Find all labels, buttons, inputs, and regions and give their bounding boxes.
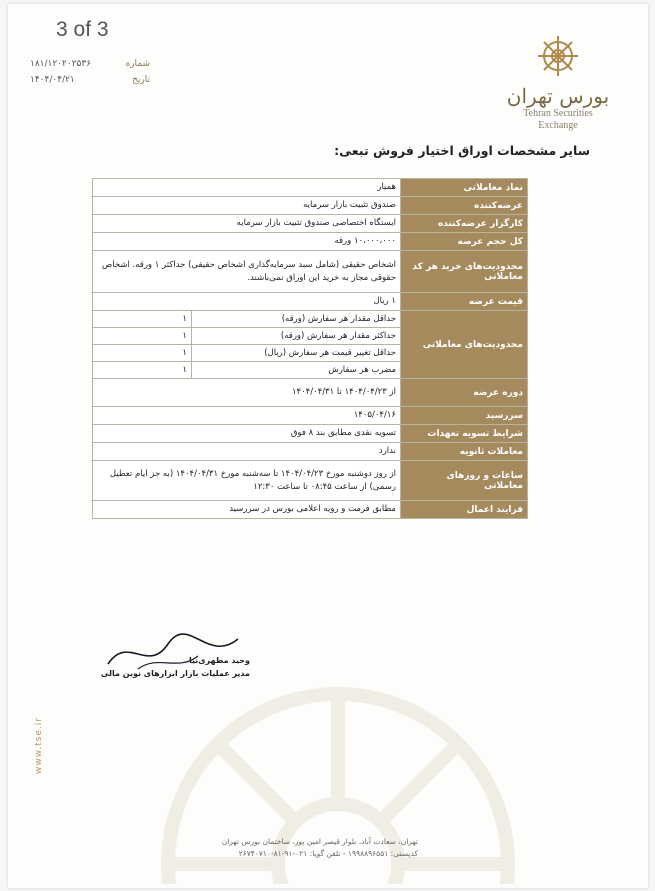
date-label: تاریخ [132,75,150,85]
row-value: ندارد [93,443,401,461]
sub-value: ۱ [93,362,192,379]
row-label: معاملات ثانویه [401,443,528,461]
row-label: عرضه‌کننده [401,197,528,215]
logo-name-fa: بورس تهران [506,84,610,108]
row-label: فرایند اعمال [401,501,528,519]
row-value: از روز دوشنبه مورخ ۱۴۰۴/۰۴/۲۳ تا سه‌شنبه مورخ ۱۴۰۴/۰۴/۳۱ (به جز ایام تعطیل رسمی) از ساعت ۰۸:۴۵ تا ساعت ۱۲:۳۰ [93,461,401,501]
signer-name: وحید مطهری‌نیا [188,656,250,665]
table-row [93,461,528,501]
number-value: ۱۸۱/۱۲۰۲۰۲۵۳۶ [30,59,92,69]
footer-address: تهران، سعادت آباد، بلوار قیصر امین پور، ساختمان بورس تهران [221,837,418,846]
row-label: کل حجم عرضه [401,233,528,251]
table-row [93,197,528,215]
sub-value: ۱ [93,328,192,345]
row-value: مطابق فرمت و رویه اعلامی بورس در سررسید [93,501,401,519]
row-value: همیار [93,179,401,197]
tse-logo [498,34,618,132]
row-value: ایستگاه اختصاصی صندوق تثبیت بازار سرمایه [93,215,401,233]
date-value: ۱۴۰۴/۰۴/۲۱ [30,75,75,85]
row-label: قیمت عرضه [401,293,528,311]
row-label: محدودیت‌های خرید هر کد معاملاتی [401,251,528,293]
row-label: شرایط تسویه تعهدات [401,425,528,443]
table-row [93,501,528,519]
footer-phones: کدپستی: ۱۹۹۸۸۹۶۵۵۱ - تلفن گویا: ۰۲۱-۹۱-۸۱-۲۶۷۴۰۷۱۰ [238,849,418,858]
row-label: دوره عرضه [401,379,528,407]
footer-address-block [198,836,418,860]
table-row [93,179,528,197]
tse-emblem-icon [536,34,580,78]
row-label: نماد معاملاتی [401,179,528,197]
row-label: محدودیت‌های معاملاتی [401,311,528,379]
row-value: تسویه نقدی مطابق بند ۸ فوق [93,425,401,443]
signer-role: مدیر عملیات بازار ابزارهای نوین مالی [100,669,250,678]
document-page [8,4,648,888]
page-title: سایر مشخصات اوراق اختیار فروش تبعی: [334,143,590,158]
reference-block [30,56,150,88]
sub-value: ۱ [93,345,192,362]
sub-desc: حداقل مقدار هر سفارش (ورقه) [192,311,401,328]
signature-block [100,654,250,680]
sub-desc: حداکثر مقدار هر سفارش (ورقه) [192,328,401,345]
table-row [93,379,528,407]
logo-name-en-2: Exchange [538,120,578,131]
sub-desc: مضرب هر سفارش [192,362,401,379]
website-url: www.tse.ir [34,717,44,774]
table-row [93,215,528,233]
page-indicator: 3 of 3 [56,18,109,41]
row-label: سررسید [401,407,528,425]
number-label: شماره [125,59,150,69]
logo-name-en-1: Tehran Securities [523,108,593,119]
table-row [93,293,528,311]
table-row [93,407,528,425]
row-value: ۱۴۰۵/۰۴/۱۶ [93,407,401,425]
table-row [93,443,528,461]
table-row [93,233,528,251]
row-value: اشخاص حقیقی (شامل سبد سرمایه‌گذاری اشخاص حقیقی) حداکثر ۱ ورقه. اشخاص حقوقی مجاز به خرید این اوراق نمی‌باشند. [93,251,401,293]
sub-desc: حداقل تغییر قیمت هر سفارش (ریال) [192,345,401,362]
table-row [93,425,528,443]
table-row [93,311,528,328]
row-label: ساعات و روزهای معاملاتی [401,461,528,501]
table-row [93,251,528,293]
row-value: صندوق تثبیت بازار سرمایه [93,197,401,215]
sub-value: ۱ [93,311,192,328]
row-value: ۱۰،۰۰۰،۰۰۰ ورقه [93,233,401,251]
row-label: کارگزار عرضه‌کننده [401,215,528,233]
row-value: ۱ ریال [93,293,401,311]
row-value: از ۱۴۰۴/۰۴/۲۳ تا ۱۴۰۴/۰۴/۳۱ [93,379,401,407]
specs-table [92,178,528,519]
